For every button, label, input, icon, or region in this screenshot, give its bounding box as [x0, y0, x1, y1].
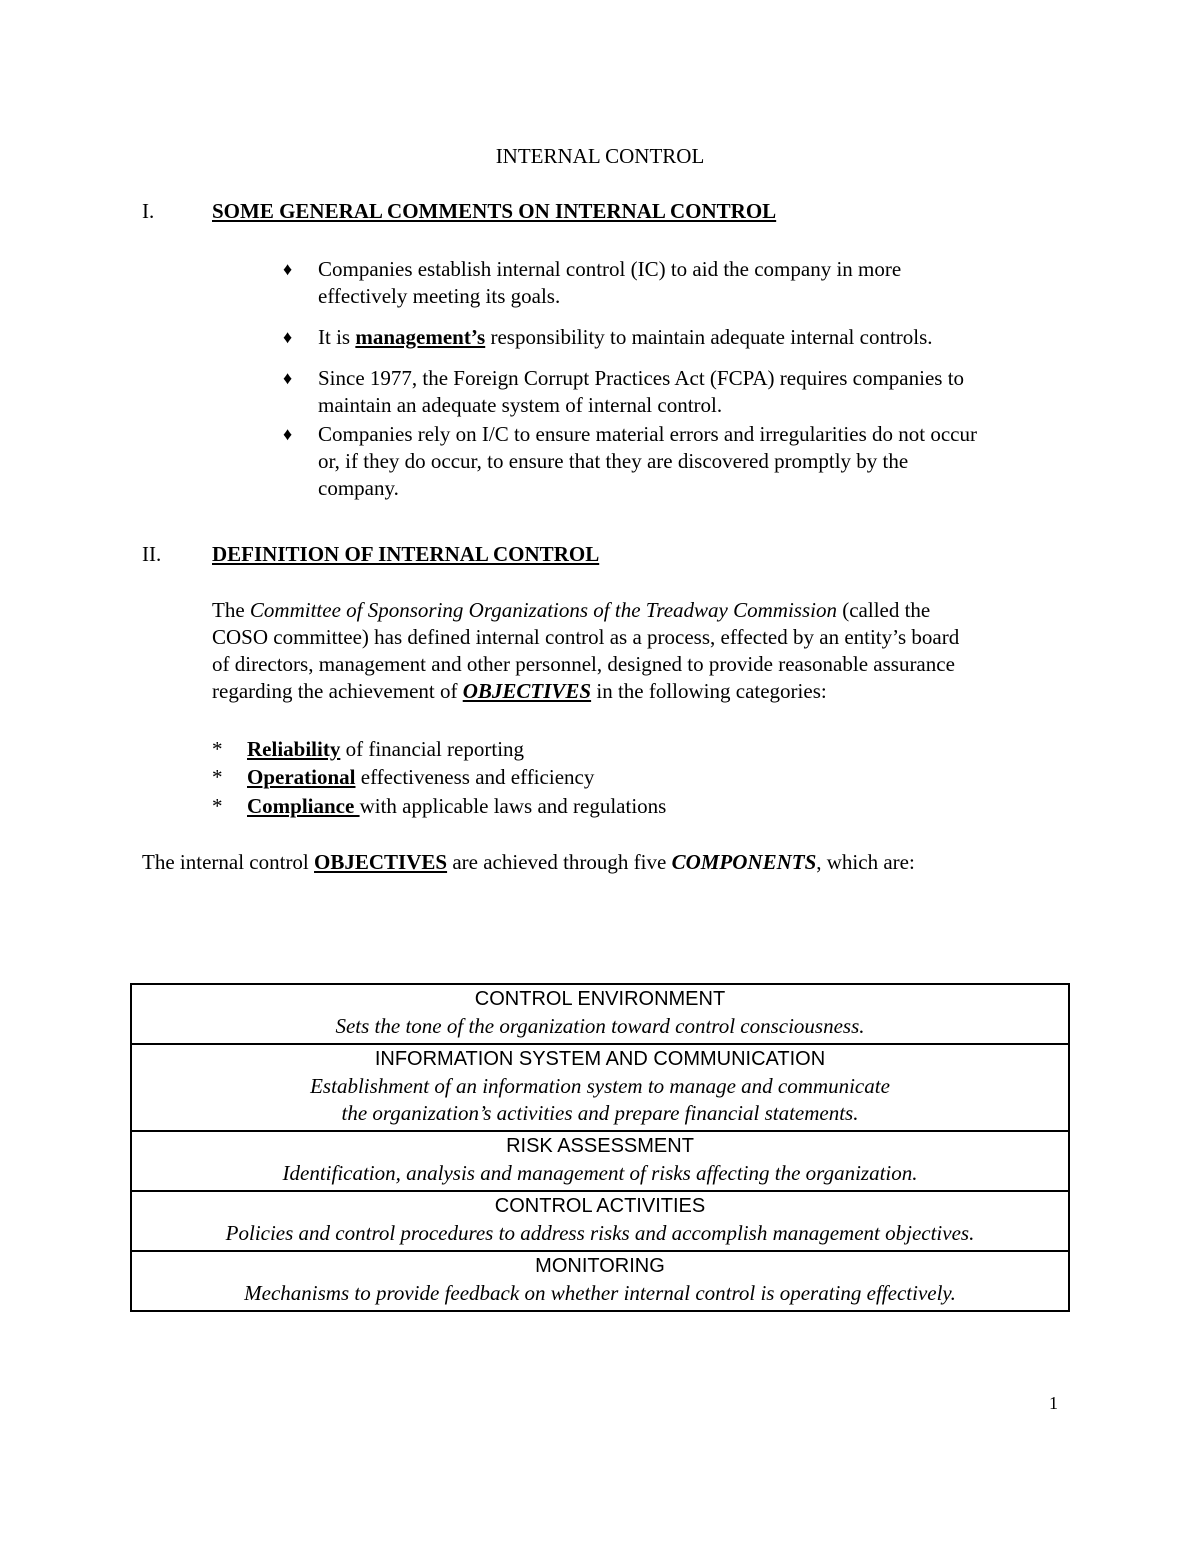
- section-2-heading: DEFINITION OF INTERNAL CONTROL: [212, 542, 600, 566]
- bullet-text: responsibility to maintain adequate internal controls.: [485, 325, 933, 349]
- objective-text: of financial reporting: [340, 737, 525, 761]
- objective-item: [247, 793, 666, 820]
- asterisk-bullet-icon: *: [212, 794, 223, 818]
- text: regarding the achievement of: [212, 679, 463, 703]
- component-description: the organization’s activities and prepare financial statements.: [341, 1101, 859, 1125]
- table-row: [131, 1191, 1069, 1251]
- text: , which are:: [816, 850, 915, 874]
- component-cell: [131, 1044, 1069, 1131]
- component-description: Policies and control procedures to address risks and accomplish management objectives.: [225, 1221, 975, 1245]
- objective-term: Operational: [247, 765, 356, 789]
- document-title: INTERNAL CONTROL: [495, 144, 705, 168]
- table-row: [131, 1251, 1069, 1311]
- component-description: Sets the tone of the organization toward control consciousness.: [335, 1014, 865, 1038]
- text: (called the: [836, 598, 931, 622]
- bullet-item: [318, 365, 1078, 419]
- bullet-line: company.: [318, 476, 399, 500]
- bullet-item: [318, 256, 1078, 310]
- bullet-diamond-icon: ♦: [283, 327, 293, 347]
- bullet-item: [318, 421, 1078, 502]
- paragraph-line: [212, 678, 1062, 705]
- component-name: CONTROL ENVIRONMENT: [474, 988, 726, 1010]
- objective-text: with applicable laws and regulations: [359, 794, 667, 818]
- objective-term: Compliance: [247, 794, 360, 818]
- paragraph-line: [212, 597, 1062, 624]
- bullet-line: Since 1977, the Foreign Corrupt Practices Act (FCPA) requires companies to: [318, 366, 965, 390]
- definition-paragraph: [212, 597, 1062, 705]
- table-row: [131, 1131, 1069, 1191]
- page-number: 1: [1049, 1393, 1058, 1413]
- components-term: COMPONENTS: [671, 850, 817, 874]
- bullet-line: Companies establish internal control (IC) to aid the company in more: [318, 257, 902, 281]
- component-cell: [131, 1251, 1069, 1311]
- emphasis-term: management’s: [355, 325, 486, 349]
- objectives-term: OBJECTIVES: [314, 850, 448, 874]
- asterisk-bullet-icon: *: [212, 765, 223, 789]
- component-name: INFORMATION SYSTEM AND COMMUNICATION: [374, 1048, 826, 1070]
- text: The: [212, 598, 250, 622]
- bullet-line: maintain an adequate system of internal control.: [318, 393, 723, 417]
- paragraph-line: COSO committee) has defined internal control as a process, effected by an entity’s board: [212, 625, 960, 649]
- components-table: [130, 983, 1070, 1312]
- section-1-heading: SOME GENERAL COMMENTS ON INTERNAL CONTROL: [212, 199, 777, 223]
- paragraph-line: of directors, management and other personnel, designed to provide reasonable assurance: [212, 652, 955, 676]
- component-name: CONTROL ACTIVITIES: [494, 1195, 706, 1217]
- component-name: RISK ASSESSMENT: [506, 1135, 694, 1157]
- component-name: MONITORING: [535, 1255, 665, 1277]
- component-description: Establishment of an information system to manage and communicate: [310, 1074, 890, 1098]
- component-cell: [131, 1191, 1069, 1251]
- bullet-item: [318, 324, 1078, 351]
- objective-text: effectiveness and efficiency: [355, 765, 595, 789]
- component-cell: [131, 1131, 1069, 1191]
- objectives-emphasis: OBJECTIVES: [462, 679, 592, 703]
- bullet-diamond-icon: ♦: [283, 424, 293, 444]
- table-row: [131, 984, 1069, 1044]
- bullet-diamond-icon: ♦: [283, 368, 293, 388]
- objective-item: [247, 736, 524, 763]
- section-1-numeral: I.: [142, 199, 155, 223]
- bullet-text: It is: [318, 325, 356, 349]
- objective-item: [247, 764, 594, 791]
- bullet-diamond-icon: ♦: [283, 259, 293, 279]
- bullet-line: or, if they do occur, to ensure that they are discovered promptly by the: [318, 449, 909, 473]
- bullet-line: Companies rely on I/C to ensure material errors and irregularities do not occur: [318, 422, 977, 446]
- text: The internal control: [142, 850, 315, 874]
- component-cell: [131, 984, 1069, 1044]
- table-row: [131, 1044, 1069, 1131]
- component-description: Mechanisms to provide feedback on whether internal control is operating effectively.: [244, 1281, 956, 1305]
- component-description: Identification, analysis and management of risks affecting the organization.: [282, 1161, 918, 1185]
- asterisk-bullet-icon: *: [212, 737, 223, 761]
- text: are achieved through five: [447, 850, 672, 874]
- committee-name: Committee of Sponsoring Organizations of the Treadway Commission: [249, 598, 837, 622]
- components-intro: [142, 849, 915, 876]
- objective-term: Reliability: [247, 737, 341, 761]
- section-2-numeral: II.: [142, 542, 162, 566]
- text: in the following categories:: [591, 679, 827, 703]
- bullet-line: effectively meeting its goals.: [318, 284, 561, 308]
